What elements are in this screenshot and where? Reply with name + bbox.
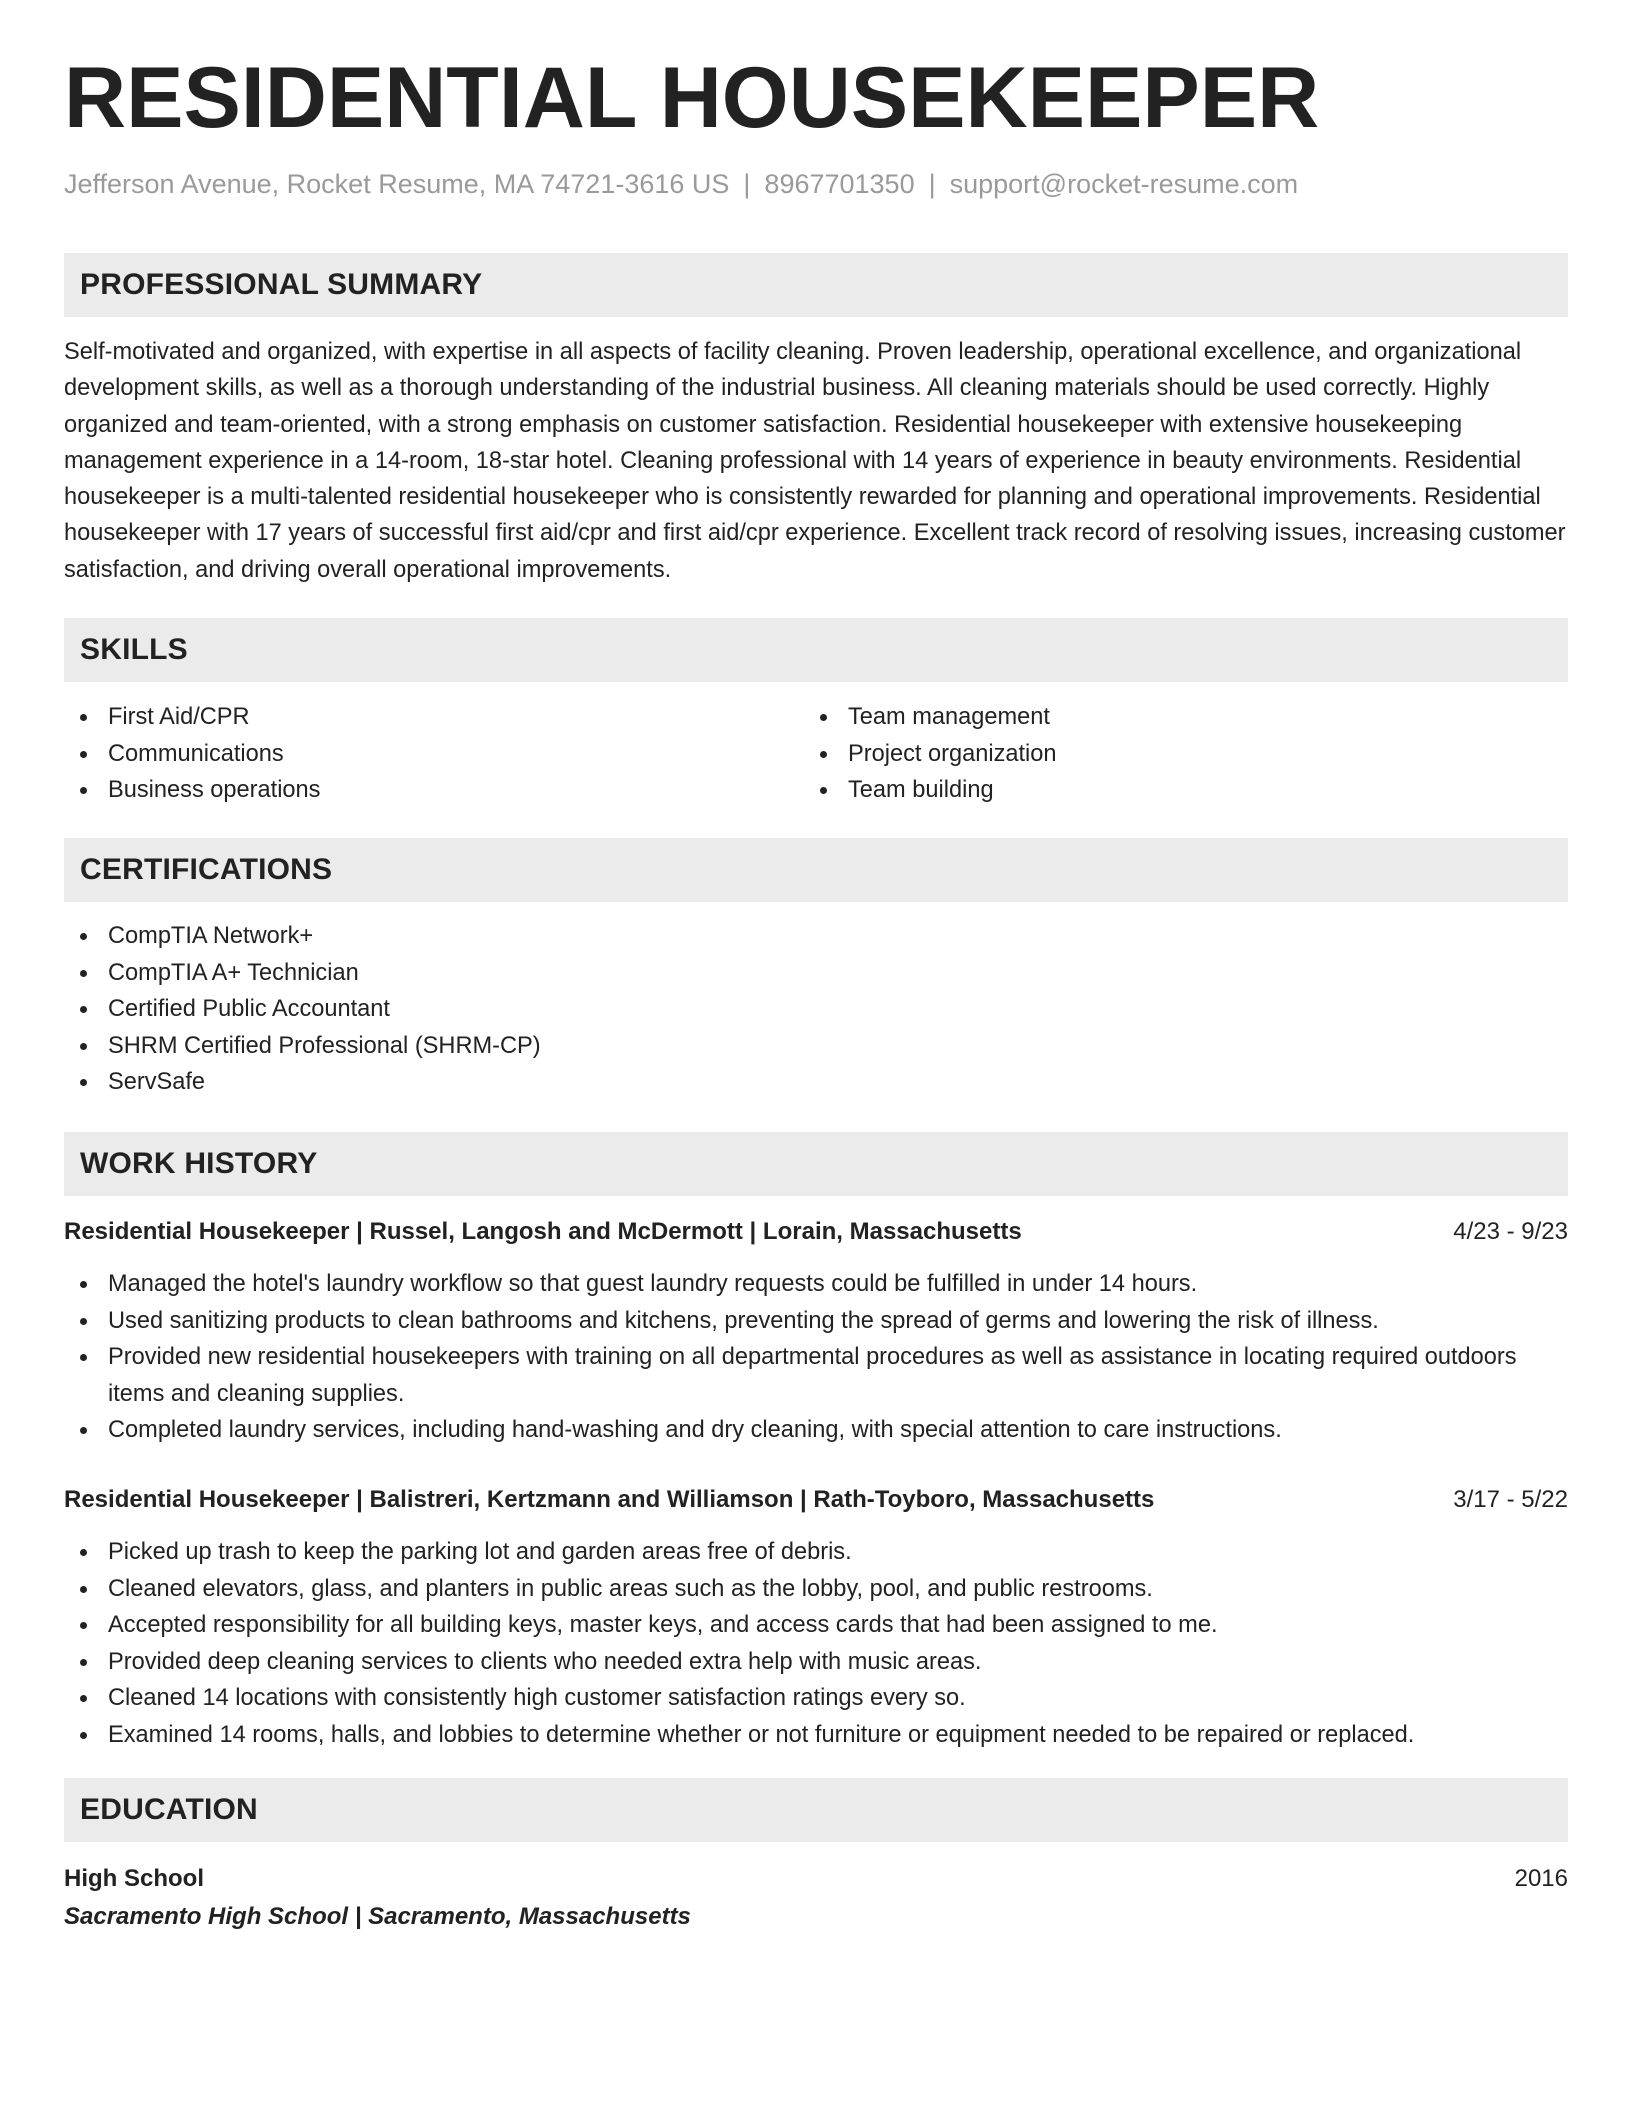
- skill-item: Project organization: [804, 736, 1544, 773]
- job-dates: 3/17 - 5/22: [1453, 1486, 1568, 1513]
- job-bullets: [64, 1534, 1568, 1753]
- skill-item: Communications: [64, 736, 804, 773]
- skill-item: Team building: [804, 772, 1544, 809]
- education-header: [64, 1861, 1568, 1897]
- job-bullet: Accepted responsibility for all building keys, master keys, and access cards that had been assigned to me.: [64, 1607, 1568, 1644]
- contact-address: Jefferson Avenue, Rocket Resume, MA 74721-3616 US: [64, 169, 730, 199]
- job-bullet: Cleaned elevators, glass, and planters in public areas such as the lobby, pool, and public restrooms.: [64, 1571, 1568, 1608]
- job-bullet: Provided deep cleaning services to clients who needed extra help with music areas.: [64, 1644, 1568, 1681]
- section-heading-summary: PROFESSIONAL SUMMARY: [64, 253, 1568, 317]
- job-bullet: Examined 14 rooms, halls, and lobbies to determine whether or not furniture or equipment needed to be repaired or replaced.: [64, 1717, 1568, 1754]
- skill-item: First Aid/CPR: [64, 699, 804, 736]
- contact-separator: |: [928, 169, 936, 199]
- skills-list-right: [804, 699, 1544, 809]
- certification-item: CompTIA A+ Technician: [64, 955, 1568, 992]
- job-dates: 4/23 - 9/23: [1453, 1218, 1568, 1245]
- education-year: 2016: [1514, 1865, 1568, 1892]
- job-bullet: Picked up trash to keep the parking lot and garden areas free of debris.: [64, 1534, 1568, 1571]
- certifications-list: [64, 918, 1568, 1101]
- section-heading-skills: SKILLS: [64, 618, 1568, 682]
- candidate-name: RESIDENTIAL HOUSEKEEPER: [64, 50, 1320, 146]
- certification-item: ServSafe: [64, 1064, 1568, 1101]
- job-bullet: Managed the hotel's laundry workflow so that guest laundry requests could be fulfilled in under 14 hours.: [64, 1266, 1524, 1303]
- job-bullet: Used sanitizing products to clean bathrooms and kitchens, preventing the spread of germs and lowering the risk of illness.: [64, 1303, 1524, 1340]
- certification-item: SHRM Certified Professional (SHRM-CP): [64, 1028, 1568, 1065]
- job-bullet: Cleaned 14 locations with consistently high customer satisfaction ratings every so.: [64, 1680, 1568, 1717]
- summary-text: Self-motivated and organized, with expertise in all aspects of facility cleaning. Proven leadership, operational excellence, and organizational development skills, as well as a thorough understanding of the industrial business. All cleaning materials should be used correctly. Highly organized and team-oriented, with a strong emphasis on customer satisfaction. Residential housekeeper with extensive housekeeping management experience in a 14-room, 18-star hotel. Cleaning professional with 14 years of experience in beauty environments. Residential housekeeper is a multi-talented residential housekeeper who is consistently rewarded for planning and operational improvements. Residential housekeeper with 17 years of successful first aid/cpr and first aid/cpr experience. Excellent track record of resolving issues, increasing customer satisfaction, and driving overall operational improvements.: [64, 339, 1566, 583]
- job-header: [64, 1214, 1568, 1250]
- section-heading-certifications: CERTIFICATIONS: [64, 838, 1568, 902]
- contact-line: [64, 168, 1298, 200]
- skill-item: Team management: [804, 699, 1544, 736]
- job-bullet: Provided new residential housekeepers with training on all departmental procedures as well as assistance in locating required outdoors items and cleaning supplies.: [64, 1339, 1524, 1412]
- job-bullets: [64, 1266, 1524, 1449]
- section-heading-work-history: WORK HISTORY: [64, 1132, 1568, 1196]
- skill-item: Business operations: [64, 772, 804, 809]
- contact-phone: 8967701350: [764, 169, 915, 199]
- section-heading-education: EDUCATION: [64, 1778, 1568, 1842]
- contact-email[interactable]: support@rocket-resume.com: [949, 169, 1299, 199]
- job-header: [64, 1482, 1568, 1518]
- certification-item: CompTIA Network+: [64, 918, 1568, 955]
- certification-item: Certified Public Accountant: [64, 991, 1568, 1028]
- job-title: Residential Housekeeper | Balistreri, Kertzmann and Williamson | Rath-Toyboro, Massachusetts: [64, 1486, 1155, 1513]
- skills-list-left: [64, 699, 804, 809]
- education-school-line: [64, 1899, 1568, 1935]
- contact-separator: |: [743, 169, 751, 199]
- education-degree: High School: [64, 1865, 204, 1892]
- job-bullet: Completed laundry services, including hand-washing and dry cleaning, with special attention to care instructions.: [64, 1412, 1524, 1449]
- job-title: Residential Housekeeper | Russel, Langosh and McDermott | Lorain, Massachusetts: [64, 1218, 1022, 1245]
- education-school: Sacramento High School | Sacramento, Massachusetts: [64, 1903, 691, 1930]
